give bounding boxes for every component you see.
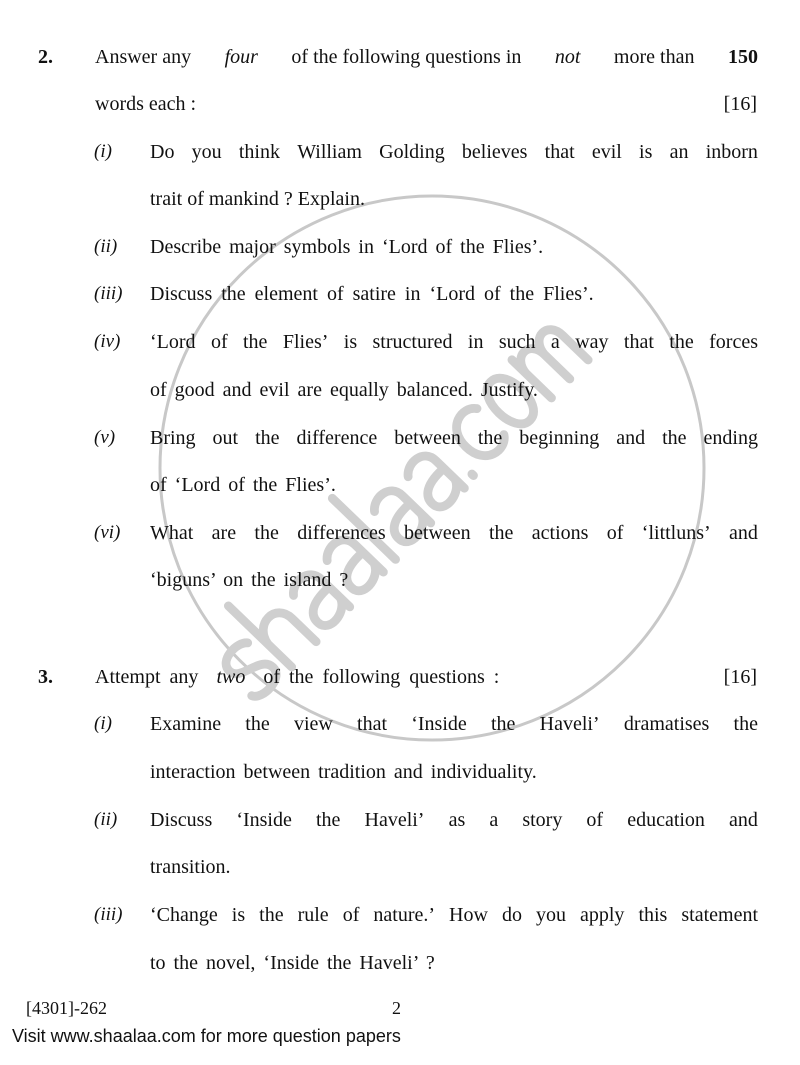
word: the [662, 427, 687, 449]
word: apply [579, 904, 625, 926]
question-intro [95, 44, 758, 70]
word: think [238, 141, 280, 163]
word: a [489, 809, 499, 831]
word: rule [297, 904, 329, 926]
word: the [490, 713, 516, 735]
item-label: (i) [94, 713, 112, 734]
item-text [150, 425, 758, 451]
word: story [522, 809, 563, 831]
word: differences [297, 522, 386, 544]
word: between [404, 522, 471, 544]
word: view [293, 713, 333, 735]
word: an [669, 141, 689, 163]
word: way [575, 331, 609, 353]
word: Haveli’ [364, 809, 425, 831]
watermark-circle [160, 196, 704, 740]
item-text: Describe major symbols in ‘Lord of the Flies’. [150, 236, 544, 258]
word: actions [531, 522, 589, 544]
item-label: (iii) [94, 904, 123, 925]
word: the [315, 809, 341, 831]
intro-text: Answer any [95, 46, 192, 68]
word: beginning [519, 427, 600, 449]
word: this [638, 904, 668, 926]
item-text: of ‘Lord of the Flies’. [150, 474, 336, 496]
item-text: Discuss the element of satire in ‘Lord of the Flies’. [150, 283, 594, 305]
watermark-lettering [195, 299, 588, 702]
watermark-glyph [402, 450, 465, 512]
item-text [150, 329, 758, 355]
word: and [729, 809, 758, 831]
word: Examine [150, 713, 222, 735]
item-text: to the novel, ‘Inside the Haveli’ ? [150, 952, 435, 974]
word: ‘littluns’ [641, 522, 711, 544]
question-intro [95, 664, 499, 690]
word: ‘Lord [150, 331, 196, 353]
intro-text: of the following questions : [263, 666, 500, 688]
word: the [243, 331, 268, 353]
word: Haveli’ [539, 713, 600, 735]
word: is [639, 141, 653, 163]
intro-emphasis: two [216, 666, 246, 688]
word: the [669, 331, 694, 353]
word: difference [296, 427, 378, 449]
word: structured [372, 331, 453, 353]
word: the [477, 427, 503, 449]
word: Do [150, 141, 175, 163]
item-text: of good and evil are equally balanced. Justify. [150, 379, 538, 401]
item-text [150, 807, 758, 833]
word: forces [709, 331, 758, 353]
item-text: interaction between tradition and individuality. [150, 761, 537, 783]
word: that [623, 331, 654, 353]
word: believes [461, 141, 528, 163]
item-label: (v) [94, 427, 116, 448]
word: is [231, 904, 246, 926]
word: in [467, 331, 484, 353]
intro-emphasis: four [224, 46, 258, 68]
word: dramatises [623, 713, 710, 735]
word: is [343, 331, 358, 353]
word: nature.’ [373, 904, 436, 926]
watermark-glyph [472, 474, 474, 476]
word: the [489, 522, 514, 544]
question-intro-line2: words each : [95, 93, 197, 115]
word: the [733, 713, 758, 735]
item-text: ‘biguns’ on the island ? [150, 569, 349, 591]
question-number: 3. [38, 666, 53, 688]
word: ‘Change [150, 904, 218, 926]
word: Bring [150, 427, 196, 449]
intro-word-limit: 150 [727, 46, 758, 68]
item-text: transition. [150, 856, 231, 878]
word: such [498, 331, 536, 353]
word: and [729, 522, 758, 544]
word: are [211, 522, 237, 544]
question-marks: [16] [723, 666, 757, 688]
word: ending [703, 427, 758, 449]
item-label: (ii) [94, 809, 118, 830]
word: a [550, 331, 560, 353]
word: that [357, 713, 388, 735]
item-text [150, 711, 758, 737]
word: do [501, 904, 522, 926]
intro-text: more than [613, 46, 695, 68]
item-text [150, 520, 758, 546]
page-number: 2 [392, 998, 401, 1018]
word: William [297, 141, 362, 163]
question-number: 2. [38, 46, 53, 68]
word: you [191, 141, 222, 163]
item-label: (ii) [94, 236, 118, 257]
item-label: (iii) [94, 283, 123, 304]
word: between [394, 427, 461, 449]
item-label: (iv) [94, 331, 121, 352]
word: as [448, 809, 466, 831]
word: out [212, 427, 239, 449]
word: statement [681, 904, 758, 926]
word: ‘Inside [411, 713, 467, 735]
word: How [449, 904, 488, 926]
word: the [255, 427, 280, 449]
item-label: (i) [94, 141, 112, 162]
word: of [606, 522, 624, 544]
word: of [342, 904, 360, 926]
word: you [535, 904, 566, 926]
word: Flies’ [282, 331, 329, 353]
word: that [544, 141, 575, 163]
word: education [627, 809, 705, 831]
intro-text: of the following questions in [291, 46, 522, 68]
word: the [259, 904, 284, 926]
word: the [254, 522, 279, 544]
word: ‘Inside [236, 809, 292, 831]
item-text: trait of mankind ? Explain. [150, 188, 365, 210]
word: the [245, 713, 270, 735]
question-marks: [16] [723, 93, 757, 115]
visit-banner: Visit www.shaalaa.com for more question papers [12, 1026, 401, 1046]
intro-emphasis: not [554, 46, 581, 68]
word: and [616, 427, 646, 449]
intro-text: Attempt any [95, 666, 199, 688]
word: of [586, 809, 604, 831]
item-label: (vi) [94, 522, 121, 543]
word: evil [591, 141, 622, 163]
watermark-glyph [228, 581, 316, 667]
word: Golding [379, 141, 445, 163]
word: What [150, 522, 194, 544]
word: Discuss [150, 809, 213, 831]
word: of [210, 331, 228, 353]
item-text [150, 139, 758, 165]
word: inborn [705, 141, 758, 163]
paper-code: [4301]-262 [26, 998, 107, 1018]
item-text [150, 902, 758, 928]
